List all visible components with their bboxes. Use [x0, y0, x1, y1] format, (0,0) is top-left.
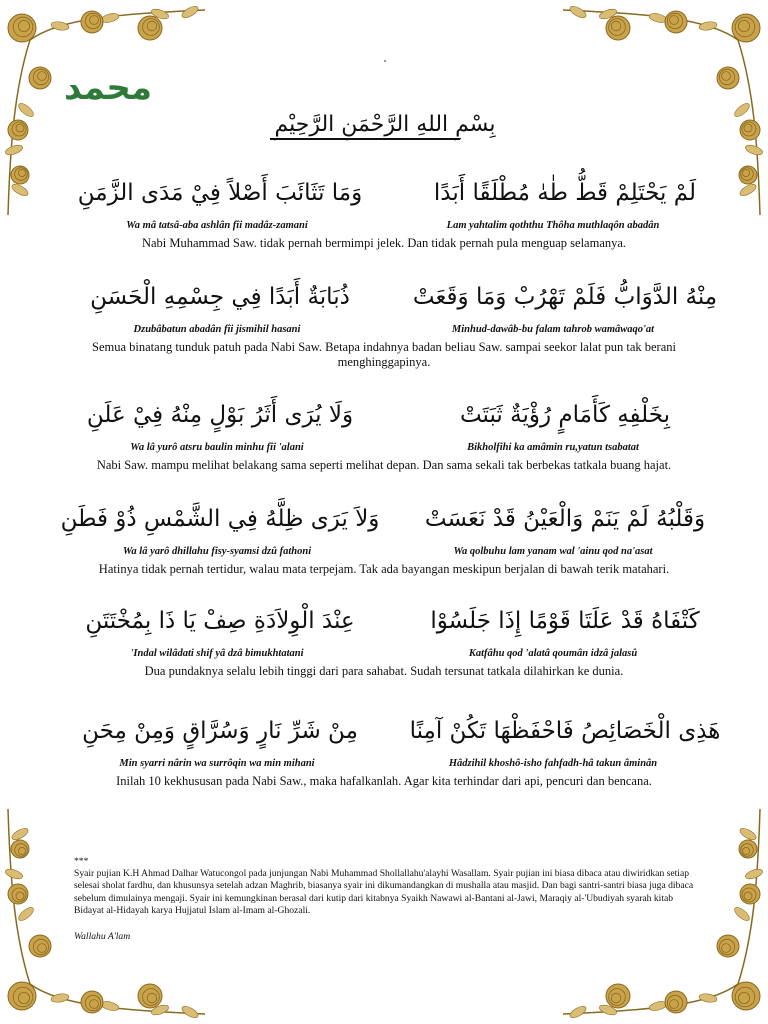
separator-stars: *** [74, 856, 89, 867]
basmalah-text: بِسْمِ اللهِ الرَّحْمَنِ الرَّحِيْمِ [274, 112, 496, 137]
translation: Inilah 10 kekhususan pada Nabi Saw., maka hafalkanlah. Agar kita terhindar dari api, pencuri dan bencana. [116, 774, 652, 788]
arabic-verse-right: كَتْفَاهُ قَدْ عَلَتَا قَوْمًا إِذَا جَلَسُوْا [430, 608, 700, 634]
latin-transliteration-left: Wa lâ yurô atsru baulin minhu fîi 'alani [130, 442, 304, 453]
arabic-verse-right: وَقَلْبُهُ لَمْ يَنَمْ وَالْعَيْنُ قَدْ نَعَسَتْ [424, 506, 706, 532]
translation: Nabi Saw. mampu melihat belakang sama seperti melihat depan. Dan sama sekali tak berbekas tatkala buang hajat. [96, 458, 672, 472]
basmalah-heading [210, 112, 560, 152]
latin-transliteration-left: 'Indal wilâdati shif yâ dzâ bimukhtatani [130, 648, 304, 659]
stanza-4 [0, 496, 768, 577]
latin-transliteration-right: Katfâhu qod 'alatâ qoumân idzâ jalasû [468, 648, 638, 659]
closing-line: Wallahu A'lam [74, 931, 131, 943]
stray-dot [384, 60, 386, 62]
stanza-5 [0, 598, 768, 679]
stanza-1 [0, 170, 768, 251]
arabic-verse-left: وَلَا يُرَى أَثَرُ بَوْلٍ مِنْهُ فِيْ عَلَنِ [86, 402, 354, 428]
arabic-verse-right: هَذِى الْخَصَائِصُ فَاحْفَظْهَا تَكُنْ آمِنًا [409, 718, 721, 744]
latin-transliteration-left: Dzubâbatun abadân fîi jismihil hasani [133, 324, 301, 335]
latin-transliteration-right: Minhud-dawâb-bu falam tahrob wamâwaqo'at [451, 324, 655, 335]
notes-section [74, 856, 696, 943]
translation: Hatinya tidak pernah tertidur, walau mata terpejam. Tak ada bayangan meskipun berjalan di bawah terik matahari. [98, 562, 670, 576]
arabic-verse-left: وَلاَ يَرَى ظِلَّهُ فِي الشَّمْسِ ذُوْ فَطَنِ [60, 506, 380, 532]
latin-transliteration-left: Wa mâ tatsâ-aba ashlân fîi madâz-zamani [126, 220, 308, 231]
latin-transliteration-right: Lam yahtalim qoththu Thôha muthlaqôn abadân [446, 220, 660, 231]
arabic-verse-left: مِنْ شَرِّ نَارٍ وَسُرَّاقٍ وَمِنْ مِحَنِ [82, 718, 358, 744]
arabic-verse-left: عِنْدَ الْوِلاَدَةِ صِفْ يَا ذَا بِمُخْتَتَنِ [85, 608, 355, 634]
latin-transliteration-right: Bikholfihi ka amâmin ru,yatun tsabatat [467, 442, 639, 453]
stanza-3 [0, 392, 768, 473]
latin-transliteration-right: Hâdzihil khoshô-isho fahfadh-hâ takun âminân [448, 758, 658, 769]
latin-transliteration-left: Wa lâ yarô dhillahu fisy-syamsi dzû fathoni [122, 546, 312, 557]
notes-paragraph: Syair pujian K.H Ahmad Dalhar Watucongol pada junjungan Nabi Muhammad Shollallahu'alayhi Wasallam. Syair pujian ini biasa dibaca atau diwiridkan setiap selesai sholat fardhu, dan khusunsya setelah adzan Maghrib, biasanya syair ini dikumandangkan di mushalla atau masjid. Dan bagi santri-santri biasa juga dibaca sebelum dimulainya mengaji. Syair ini kemungkinan berasal dari kutip dari kitabnya Syaikh Nawawi al-Bantani al-Jawi, Maraqiy al-'Ubudiyah syarah kitab Bidayat al-Hidayah karya Hujjatul Islam al-Imam al-Ghozali. [74, 868, 694, 916]
muhammad-calligraphy-icon: محمد [64, 68, 152, 108]
arabic-verse-left: ذُبَابَةٌ أَبَدًا فِي جِسْمِهِ الْحَسَنِ [90, 284, 350, 310]
translation: Nabi Muhammad Saw. tidak pernah bermimpi jelek. Dan tidak pernah pula menguap selamanya. [141, 236, 627, 250]
arabic-verse-right: بِخَلْفِهِ كَأَمَامٍ رُؤْيَةٌ ثَبَتَتْ [459, 402, 671, 428]
arabic-verse-left: وَمَا تَثَائَبَ أَصْلاً فِيْ مَدَى الزَّمَنِ [77, 180, 363, 206]
arabic-verse-right: لَمْ يَحْتَلِمْ قَطُّ طٰهٰ مُطْلَقًا أَبَدًا [433, 180, 697, 206]
stanza-2 [0, 274, 768, 370]
latin-transliteration-left: Min syarri nârin wa surrôqin wa min mihani [119, 758, 315, 769]
basmalah-stroke [270, 138, 460, 140]
stanza-6 [0, 708, 768, 789]
arabic-verse-right: مِنْهُ الدَّوَابُّ فَلَمْ تَهْرُبْ وَمَا وَقَعَتْ [412, 284, 718, 310]
translation: Semua binatang tunduk patuh pada Nabi Saw. Betapa indahnya badan beliau Saw. sampai seekor lalat pun tak berani menghinggapinya. [92, 340, 676, 369]
latin-transliteration-right: Wa qolbuhu lam yanam wal 'ainu qod na'asat [453, 546, 653, 557]
translation: Dua pundaknya selalu lebih tinggi dari para sahabat. Sudah tersunat tatkala dilahirkan ke dunia. [144, 664, 624, 678]
